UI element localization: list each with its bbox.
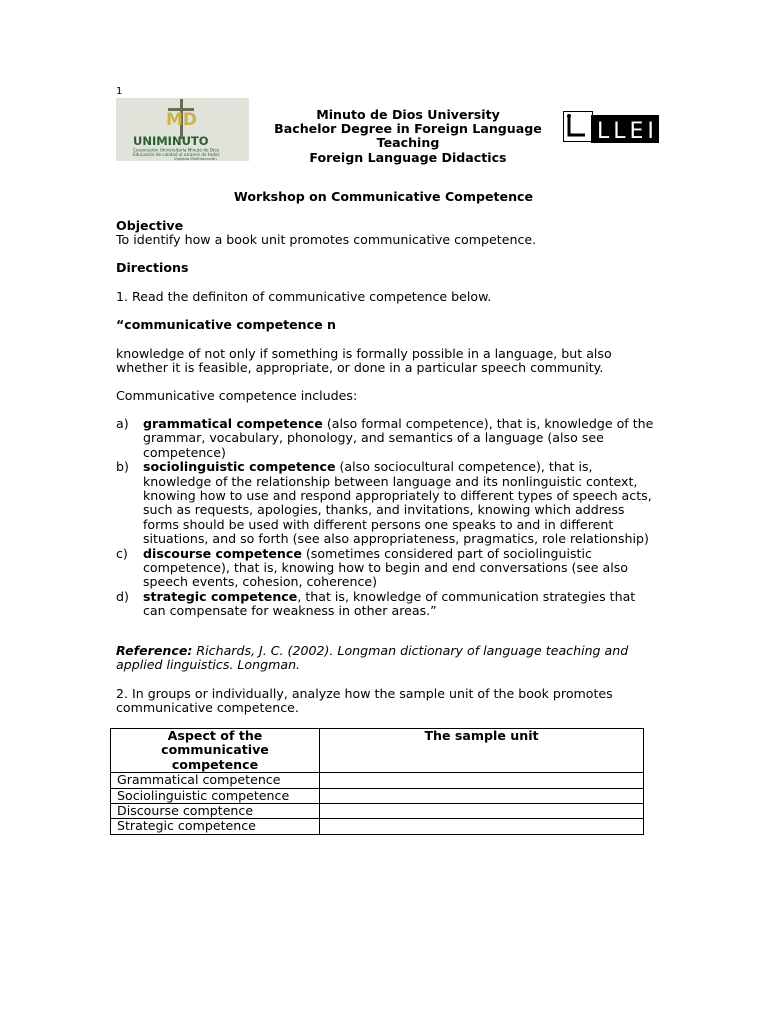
llei-wordmark: LLEI [597, 119, 658, 144]
degree-name: Bachelor Degree in Foreign Language [274, 121, 542, 137]
logo-md-letters: MD [166, 110, 198, 130]
table-cell-aspect: Discourse comptence [111, 804, 320, 819]
competence-term: strategic competence [143, 588, 298, 604]
competence-term: sociolinguistic competence [143, 459, 336, 475]
table-cell-aspect: Sociolinguistic competence [111, 788, 320, 803]
competence-table [110, 728, 644, 835]
university-name: Minuto de Dios University [316, 107, 500, 122]
table-row [111, 788, 644, 803]
course-name: Foreign Language Didactics [309, 149, 507, 165]
svg-text:Vigilada MinEducación: Vigilada MinEducación [174, 156, 217, 161]
degree-name-continued: Teaching [376, 135, 440, 151]
table-cell-sample-unit[interactable] [320, 819, 644, 834]
table-row [111, 773, 644, 788]
competence-term: discourse competence [143, 545, 302, 561]
objective-text: To identify how a book unit promotes communicative competence. [116, 232, 537, 248]
table-cell-aspect: Grammatical competence [111, 773, 320, 788]
directions-step2: 2. In groups or individually, analyze how the sample unit of the book promotes communicative competence. [116, 686, 613, 716]
definition-term: “communicative competence n [116, 317, 337, 332]
llei-logo [563, 111, 659, 145]
competence-list [116, 417, 656, 619]
table-cell-sample-unit[interactable] [320, 788, 644, 803]
table-header-row [111, 729, 644, 773]
page-number: 1 [116, 86, 123, 97]
list-item: a) grammatical competence (also formal competence), that is, knowledge of the grammar, vocabulary, phonology, and semantics of a language (also see competence) [116, 416, 654, 460]
table-cell-sample-unit[interactable] [320, 773, 644, 788]
reference-label: Reference: [116, 643, 193, 658]
svg-text:Corporación Universitaria Minu: Corporación Universitaria Minuto de Dios [133, 147, 220, 153]
workshop-title: Workshop on Communicative Competence [233, 189, 534, 204]
table-header-aspect: Aspect of the communicative competence [111, 729, 320, 773]
list-item: d) strategic competence, that is, knowledge of communication strategies that can compensate for weakness in other areas.” [116, 588, 636, 619]
logo-uniminuto-wordmark: UNIMINUTO [133, 134, 209, 148]
list-item: c) discourse competence (sometimes considered part of sociolinguistic competence), that is, knowing how to begin and end conversations (see also speech events, cohesion, coherence) [116, 545, 628, 590]
table-row [111, 819, 644, 834]
table-header-sample-unit: The sample unit [320, 729, 644, 773]
uniminuto-logo [116, 98, 249, 161]
institution-header [268, 108, 548, 165]
table-row [111, 804, 644, 819]
directions-heading: Directions [116, 260, 189, 275]
objective-section [116, 219, 656, 248]
svg-text:Educación de calidad al alcanc: Educación de calidad al alcance de todos [133, 152, 220, 157]
table-cell-aspect: Strategic competence [111, 819, 320, 834]
directions-step1: 1. Read the definiton of communicative competence below. [116, 289, 492, 304]
definition-text: knowledge of not only if something is formally possible in a language, but also whether it is feasible, appropriate, or done in a particular speech community. [116, 346, 612, 376]
includes-intro: Communicative competence includes: [116, 388, 358, 403]
table-cell-sample-unit[interactable] [320, 804, 644, 819]
reference: Reference: Richards, J. C. (2002). Longman dictionary of language teaching and applied linguistics. Longman. [116, 643, 629, 673]
list-item: b) sociolinguistic competence (also sociocultural competence), that is, knowledge of the relationship between language and its nonlinguistic context, knowing how to use and respond appropriately to different types of speech acts, such as requests, apologies, thanks, and invitations, knowing which address forms should be used with different persons one speaks to and in different situations, and so forth (see also appropriateness, pragmatics, role relationship) [116, 459, 652, 547]
objective-heading: Objective [116, 218, 184, 233]
competence-term: grammatical competence [143, 416, 323, 431]
